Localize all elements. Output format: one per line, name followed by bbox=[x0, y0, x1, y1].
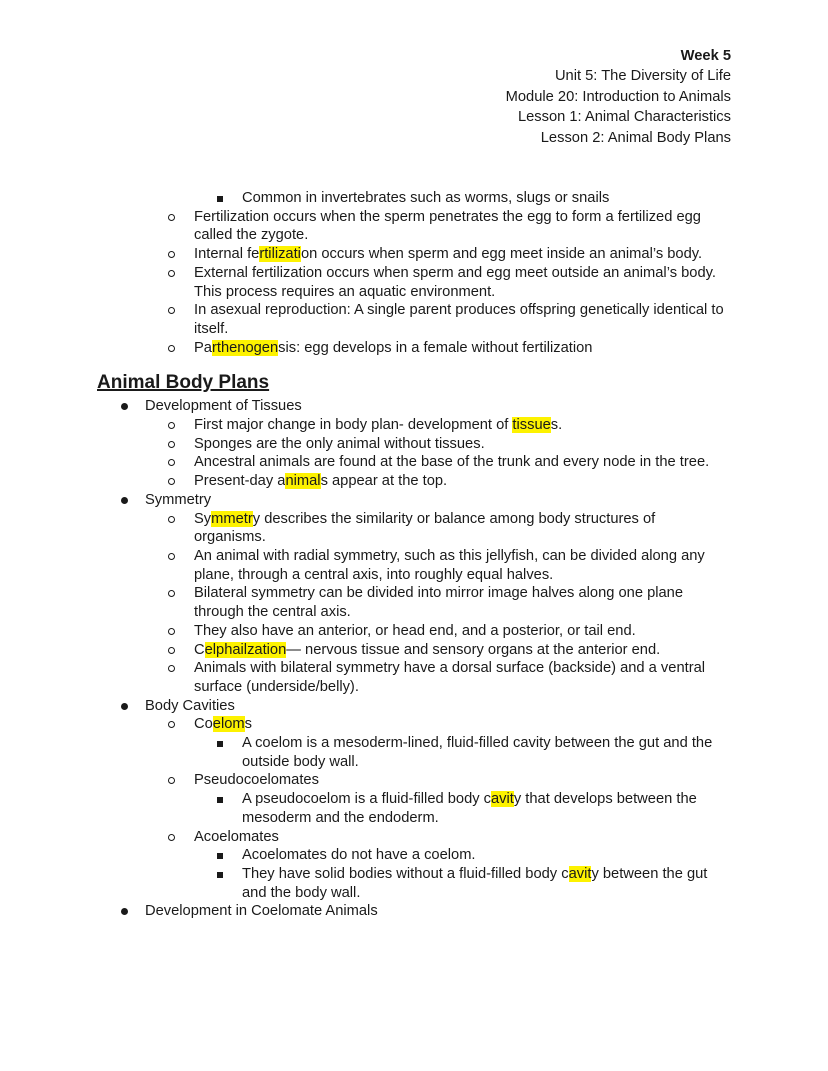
item-text bbox=[194, 340, 592, 356]
disc-bullet bbox=[121, 703, 128, 710]
plain-text: Pa bbox=[194, 339, 212, 356]
item-text bbox=[194, 772, 319, 788]
plain-text: Sponges are the only animal without tissues. bbox=[194, 435, 485, 452]
plain-text: Common in invertebrates such as worms, slugs or snails bbox=[242, 190, 610, 207]
list-item bbox=[97, 264, 731, 301]
item-text bbox=[194, 265, 716, 300]
list-item bbox=[97, 790, 731, 827]
list-item bbox=[97, 659, 731, 696]
circle-bullet bbox=[168, 422, 175, 429]
item-text bbox=[242, 847, 476, 863]
list-item bbox=[97, 622, 731, 641]
list-item bbox=[97, 397, 731, 416]
list-item bbox=[97, 453, 731, 472]
list-item bbox=[97, 697, 731, 716]
list-item bbox=[97, 301, 731, 338]
item-text bbox=[145, 698, 235, 714]
item-text bbox=[194, 473, 447, 489]
highlighted-text: mmetr bbox=[211, 510, 253, 527]
highlighted-text: rtilizati bbox=[259, 246, 301, 263]
square-bullet bbox=[217, 872, 223, 878]
header-line-lesson2: Lesson 2: Animal Body Plans bbox=[540, 129, 731, 146]
item-text bbox=[145, 398, 302, 414]
list-item bbox=[97, 828, 731, 847]
list-item bbox=[97, 902, 731, 921]
item-text bbox=[242, 735, 712, 770]
plain-text: on occurs when sperm and egg meet inside an animal’s body. bbox=[300, 246, 703, 263]
plain-text: Development in Coelomate Animals bbox=[145, 903, 378, 920]
list-item bbox=[97, 435, 731, 454]
list-item bbox=[97, 189, 731, 208]
plain-text: Acoelomates do not have a coelom. bbox=[242, 847, 476, 864]
plain-text: y that develops between the mesoderm and the endoderm. bbox=[242, 791, 697, 826]
highlighted-text: elphailzation bbox=[204, 641, 287, 658]
plain-text: Symmetry bbox=[145, 491, 212, 508]
header-line-week: Week 5 bbox=[680, 48, 731, 64]
square-bullet bbox=[217, 196, 223, 202]
square-bullet bbox=[217, 853, 223, 859]
item-text bbox=[194, 436, 485, 452]
circle-bullet bbox=[168, 553, 175, 560]
item-text bbox=[194, 548, 705, 583]
list-item bbox=[97, 491, 731, 510]
circle-bullet bbox=[168, 270, 175, 277]
circle-bullet bbox=[168, 834, 175, 841]
square-bullet bbox=[217, 741, 223, 747]
item-text bbox=[194, 511, 655, 546]
list-item bbox=[97, 339, 731, 358]
item-text bbox=[194, 642, 660, 658]
item-text bbox=[194, 716, 252, 732]
plain-text: Bilateral symmetry can be divided into mirror image halves along one plane through the central axis. bbox=[194, 585, 684, 621]
plain-text: Development of Tissues bbox=[145, 398, 302, 415]
circle-bullet bbox=[168, 307, 175, 314]
item-text bbox=[145, 903, 378, 919]
plain-text: y between the gut and the body wall. bbox=[242, 865, 708, 901]
highlighted-text: tissue bbox=[512, 417, 551, 434]
plain-text: External fertilization occurs when sperm and egg meet outside an animal’s body. This process requires an aquatic environment. bbox=[194, 264, 716, 300]
plain-text: C bbox=[194, 641, 205, 658]
plain-text: Body Cavities bbox=[145, 697, 235, 714]
circle-bullet bbox=[168, 777, 175, 784]
plain-text: Ancestral animals are found at the base of the trunk and every node in the tree. bbox=[194, 454, 710, 471]
item-text bbox=[242, 190, 609, 206]
list-item bbox=[97, 584, 731, 621]
circle-bullet bbox=[168, 441, 175, 448]
plain-text: y describes the similarity or balance among body structures of organisms. bbox=[194, 510, 656, 546]
highlighted-text: avit bbox=[491, 791, 514, 808]
item-text bbox=[194, 417, 562, 433]
plain-text: They have solid bodies without a fluid-filled body c bbox=[242, 865, 569, 882]
disc-bullet bbox=[121, 908, 128, 915]
circle-bullet bbox=[168, 251, 175, 258]
square-bullet bbox=[217, 797, 223, 803]
list-item bbox=[97, 865, 731, 902]
plain-text: sis: egg develops in a female without fertilization bbox=[278, 339, 593, 356]
highlighted-text: avit bbox=[568, 865, 592, 882]
item-text bbox=[194, 454, 709, 470]
list-item bbox=[97, 715, 731, 734]
plain-text: A coelom is a mesoderm-lined, fluid-filled cavity between the gut and the outside body wall. bbox=[242, 735, 713, 770]
header-line-lesson1: Lesson 1: Animal Characteristics bbox=[517, 109, 731, 126]
list-section-body-plans bbox=[97, 397, 731, 921]
plain-text: — nervous tissue and sensory organs at the anterior end. bbox=[286, 641, 661, 658]
circle-bullet bbox=[168, 478, 175, 485]
highlighted-text: elom bbox=[212, 716, 245, 733]
plain-text: s appear at the top. bbox=[320, 473, 448, 490]
circle-bullet bbox=[168, 628, 175, 635]
plain-text: Sy bbox=[194, 510, 212, 527]
highlighted-text: rthenogen bbox=[211, 339, 279, 356]
circle-bullet bbox=[168, 647, 175, 654]
list-item bbox=[97, 510, 731, 547]
item-text bbox=[194, 585, 683, 620]
plain-text: Acoelomates bbox=[194, 828, 279, 845]
list-item bbox=[97, 846, 731, 865]
plain-text: Internal fe bbox=[194, 246, 260, 263]
document-body bbox=[97, 189, 731, 921]
section-heading-animal-body-plans: Animal Body Plans bbox=[97, 372, 270, 394]
header-line-unit: Unit 5: The Diversity of Life bbox=[554, 68, 731, 85]
plain-text: A pseudocoelom is a fluid-filled body c bbox=[242, 791, 492, 808]
list-item bbox=[97, 547, 731, 584]
highlighted-text: nimal bbox=[285, 473, 321, 490]
item-text bbox=[194, 623, 636, 639]
item-text bbox=[242, 791, 697, 826]
list-item bbox=[97, 416, 731, 435]
plain-text: Co bbox=[194, 716, 213, 733]
plain-text: Pseudocoelomates bbox=[194, 772, 319, 789]
plain-text: First major change in body plan- development of bbox=[194, 417, 513, 434]
circle-bullet bbox=[168, 214, 175, 221]
plain-text: Present-day a bbox=[194, 473, 286, 490]
list-item bbox=[97, 472, 731, 491]
plain-text: An animal with radial symmetry, such as this jellyfish, can be divided along any plane, through a central axis, into roughly equal halves. bbox=[194, 547, 705, 583]
list-item bbox=[97, 771, 731, 790]
item-text bbox=[145, 492, 211, 508]
item-text bbox=[194, 302, 724, 337]
item-text bbox=[194, 660, 705, 695]
list-item bbox=[97, 641, 731, 660]
circle-bullet bbox=[168, 516, 175, 523]
plain-text: Fertilization occurs when the sperm penetrates the egg to form a fertilized egg called the zygote. bbox=[194, 208, 701, 244]
circle-bullet bbox=[168, 459, 175, 466]
plain-text: In asexual reproduction: A single parent produces offspring genetically identical to itself. bbox=[194, 302, 724, 337]
header-line-module: Module 20: Introduction to Animals bbox=[505, 88, 731, 105]
disc-bullet bbox=[121, 403, 128, 410]
document-header bbox=[97, 46, 731, 148]
plain-text: s bbox=[244, 716, 252, 733]
plain-text: Animals with bilateral symmetry have a dorsal surface (backside) and a ventral surface (underside/belly). bbox=[194, 660, 706, 695]
circle-bullet bbox=[168, 345, 175, 352]
list-section-reproduction bbox=[97, 189, 731, 357]
item-text bbox=[194, 829, 279, 845]
item-text bbox=[194, 209, 701, 244]
item-text bbox=[194, 246, 702, 262]
list-item bbox=[97, 734, 731, 771]
disc-bullet bbox=[121, 497, 128, 504]
plain-text: s. bbox=[550, 417, 563, 434]
item-text bbox=[242, 866, 707, 901]
circle-bullet bbox=[168, 665, 175, 672]
list-item bbox=[97, 245, 731, 264]
circle-bullet bbox=[168, 590, 175, 597]
circle-bullet bbox=[168, 721, 175, 728]
list-item bbox=[97, 208, 731, 245]
plain-text: They also have an anterior, or head end, and a posterior, or tail end. bbox=[194, 622, 636, 639]
